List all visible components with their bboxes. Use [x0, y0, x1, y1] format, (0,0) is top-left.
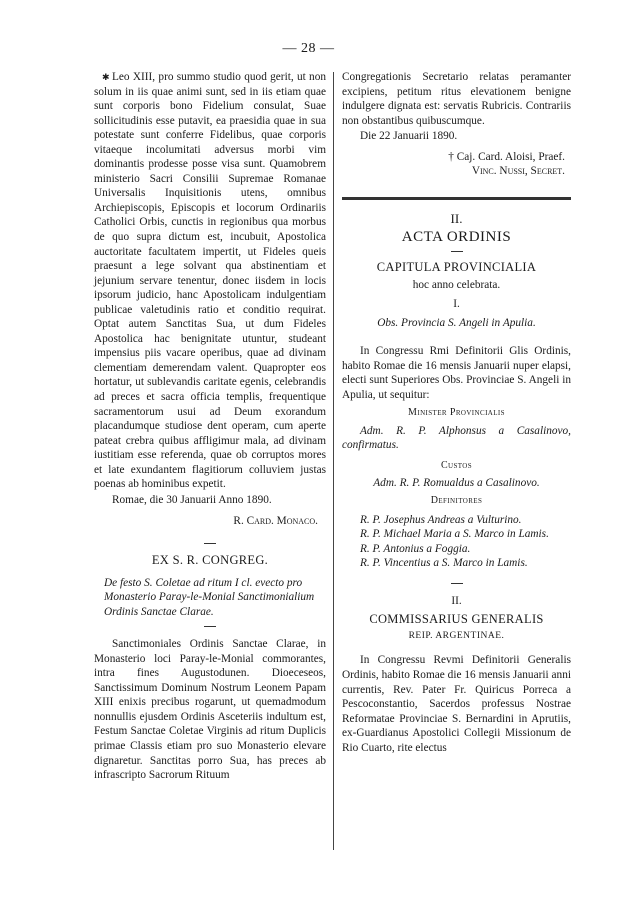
custos-label: Custos: [440, 459, 473, 471]
custos-name: Adm. R. P. Romualdus a Casalinovo.: [373, 477, 540, 490]
list-item: R. P. Michael Maria a S. Marco in Lamis.: [360, 528, 549, 541]
decree-text: Leo XIII, pro summo studio quod gerit, ut non solum in iis quae animi sunt, sed in iis etiam quae sunt corporis bono Fidelium consulat, Suae sollicitudinis esse putavit, ea praesidia quae in sua potestate sunt conferre Fidelibus, quae corporis vitaeque incolumitati adversus morbi vim dominantis prodesse posse visa sunt. Quamobrem ministerio Sacri Consilii Supremae Romanae Universalis Inquisitionis utens, omnibus Archiepiscopis, Episcopis et locorum Ordinariis Catholici Orbis, cunctis in regionibus qua morbus de quo supra dictum est, incubuit, Apostolica auctoritate facultatem impertit, ut Fideles queis praesunt a lege solvant qua abstinentiam et jejunium servare tenentur, donec iisdem in locis ipsorum judicio, hanc Apostolicam indulgentiam publicae valetudinis ratio et conditio requirat. Optat autem Sanctitas Sua, ut dum Fideles Apostolica hac benignitate utuntur, studeant impensius piis vacare operibus, quae ad divinam clementiam demerendam valent. Quapropter eos hortatur, ut sublevandis caritate egenis, celebrandis ad preces et sacra officia templis, frequentique sacramentorum usui ad Deum exorandum placandumque studiose dent operam, cum aperte pateat crebra quibus affligimur mala, ad divinam iustitiam esse referenda, quae ob corruptos mores et late exundantem flagitiorum colluviem justas poenas ab hominibus expetit.: [94, 71, 326, 491]
list-item: R. P. Josephus Andreas a Vulturino.: [360, 513, 522, 526]
column-divider: [333, 72, 334, 850]
capitula-subtitle: hoc anno celebrata.: [412, 279, 501, 292]
congregation-heading: EX S. R. CONGREG.: [151, 552, 269, 567]
page-number: — 28 —: [282, 41, 335, 56]
left-column: [94, 70, 326, 783]
section-number: II.: [450, 210, 463, 226]
capitula-title: CAPITULA PROVINCIALIA: [376, 259, 537, 274]
definitores-label: Definitores: [430, 495, 483, 507]
marginal-mark-icon: ✱: [102, 72, 110, 82]
section-title: ACTA ORDINIS: [401, 229, 512, 246]
decree-signature: R. Card. Monaco.: [233, 515, 318, 528]
continued-paragraph: Congregationis Secretario relatas peramanter excipiens, petitum ritus elevationem benigne indulgere dignata est: servatis Rubricis. Contrariis non obstantibus quibuscumque.: [342, 71, 571, 127]
decree-paragraph: [94, 70, 326, 492]
congregation-date: Die 22 Januarii 1890.: [360, 130, 458, 143]
minister-name: Adm. R. P. Alphonsus a Casalinovo, confirmatus.: [342, 424, 571, 452]
right-column: [342, 70, 571, 755]
list-item: R. P. Antonius a Foggia.: [360, 542, 471, 555]
commissarius-subtitle: REIP. ARGENTINAE.: [408, 630, 505, 641]
minister-label: Minister Provincialis: [408, 407, 505, 419]
commissarius-title: COMMISSARIUS GENERALIS: [369, 612, 544, 627]
definitores-list: [342, 513, 571, 571]
decree-date: Romae, die 30 Januarii Anno 1890.: [112, 493, 272, 506]
province-number: I.: [453, 298, 460, 311]
election-paragraph: In Congressu Rmi Definitorii Glis Ordinis, habito Romae die 16 mensis Januarii nuper elapsi, electi sunt Superiores Obs. Provinciae S. Angeli in Apulia, ut sequitur:: [342, 345, 571, 401]
decree-subject: De festo S. Coletae ad ritum I cl. evecto pro Monasterio Paray-le-Monial Sanctimonialium Ordinis Sanctae Clarae.: [104, 576, 315, 618]
commissarius-number: II.: [451, 594, 462, 607]
province-name: Obs. Provincia S. Angeli in Apulia.: [377, 316, 536, 329]
signature-prefect: † Caj. Card. Aloisi, Praef.: [448, 150, 565, 163]
congregation-paragraph: Sanctimoniales Ordinis Sanctae Clarae, in Monasterio loci Paray-le-Monial commorantes, intra fines Augustodunen. Dioeceseos, Sanctissimum Dominum Nostrum Leonem Papam XIII enixis precibus rogarunt, ut quemadmodum nonnullis ejusdem Ordinis Asceteriis indultum est, Festum Sanctae Coletae Virginis ad ritum Duplicis primae Classis etiam pro suo Monasterio elevare dignaretur. Sanctitas porro Sua, has preces ab infrascripto Sacrorum Rituum: [94, 638, 326, 782]
list-item: R. P. Vincentius a S. Marco in Lamis.: [360, 557, 528, 570]
commissarius-paragraph: In Congressu Revmi Definitorii Generalis Ordinis, habito Romae die 16 mensis Januarii anni currentis, Rev. Pater Fr. Quiricus Porreca a Pescoconstantio, Sacerdos professus Nostrae Reformatae Provinciae S. Bernardini in Aprutiis, ex-Guardianus Apostolici Collegii Missionum de Rio Cuarto, rite electus: [342, 654, 571, 754]
signature-secretary: Vinc. Nussi, Secret.: [471, 165, 565, 178]
